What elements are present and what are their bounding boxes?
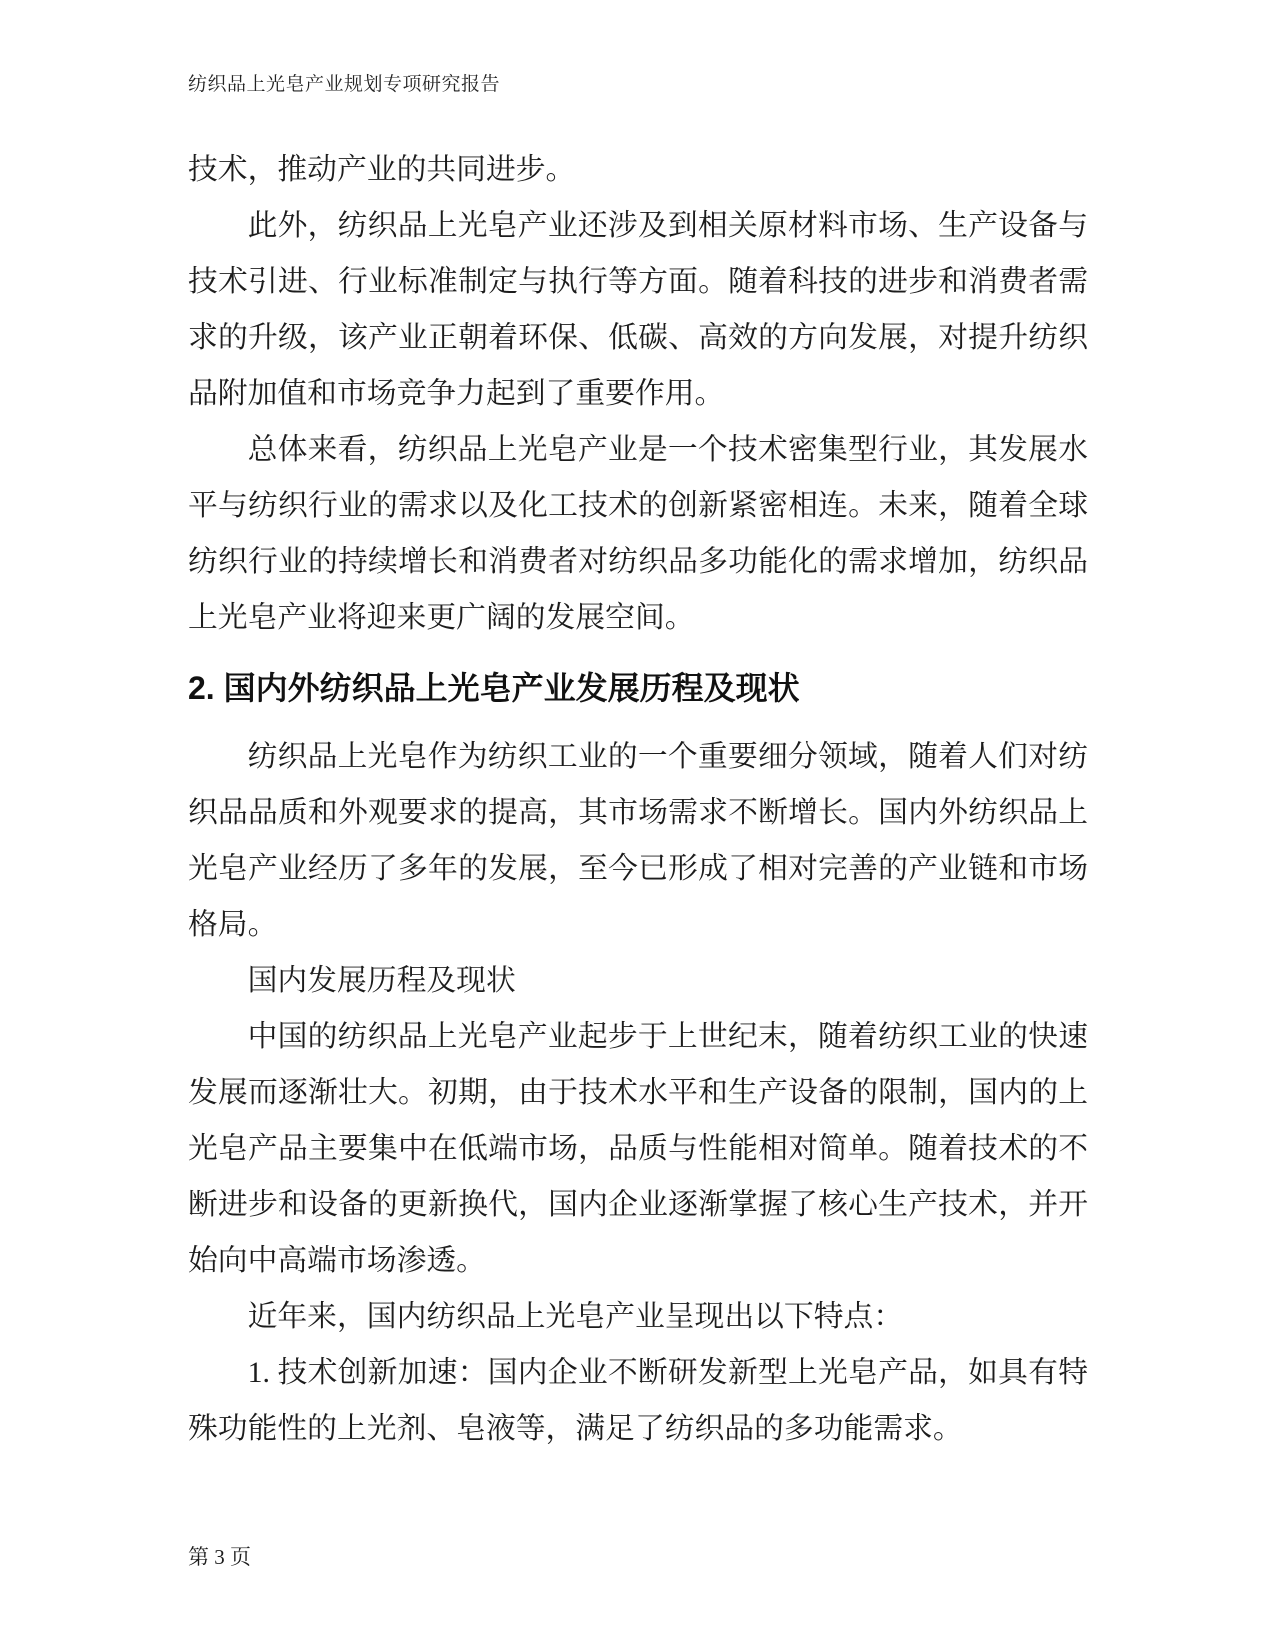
running-header-title: 纺织品上光皂产业规划专项研究报告 [188, 74, 501, 95]
body-paragraph: 纺织品上光皂作为纺织工业的一个重要细分领域，随着人们对纺织品品质和外观要求的提高，其市场需求不断增长。国内外纺织品上光皂产业经历了多年的发展，至今已形成了相对完善的产业链和市场格局。 [188, 740, 1088, 941]
body-paragraph: 国内发展历程及现状 [247, 964, 516, 997]
section-heading: 2. 国内外纺织品上光皂产业发展历程及现状 [188, 670, 800, 706]
body-paragraph: 中国的纺织品上光皂产业起步于上世纪末，随着纺织工业的快速发展而逐渐壮大。初期，由于技术水平和生产设备的限制，国内的上光皂产品主要集中在低端市场，品质与性能相对简单。随着技术的不断进步和设备的更新换代，国内企业逐渐掌握了核心生产技术，并开始向中高端市场渗透。 [188, 1020, 1088, 1277]
body-paragraph: 此外，纺织品上光皂产业还涉及到相关原材料市场、生产设备与技术引进、行业标准制定与执行等方面。随着科技的进步和消费者需求的升级，该产业正朝着环保、低碳、高效的方向发展，对提升纺织品附加值和市场竞争力起到了重要作用。 [188, 209, 1088, 410]
body-paragraph: 技术，推动产业的共同进步。 [188, 153, 576, 186]
body-paragraph: 近年来，国内纺织品上光皂产业呈现出以下特点： [247, 1300, 904, 1333]
body-paragraph: 1. 技术创新加速：国内企业不断研发新型上光皂产品，如具有特殊功能性的上光剂、皂液等，满足了纺织品的多功能需求。 [188, 1356, 1088, 1445]
body-paragraph: 总体来看，纺织品上光皂产业是一个技术密集型行业，其发展水平与纺织行业的需求以及化工技术的创新紧密相连。未来，随着全球纺织行业的持续增长和消费者对纺织品多功能化的需求增加，纺织品上光皂产业将迎来更广阔的发展空间。 [188, 433, 1088, 634]
page-number: 第 3 页 [188, 1545, 251, 1569]
document-body [188, 142, 1088, 1457]
